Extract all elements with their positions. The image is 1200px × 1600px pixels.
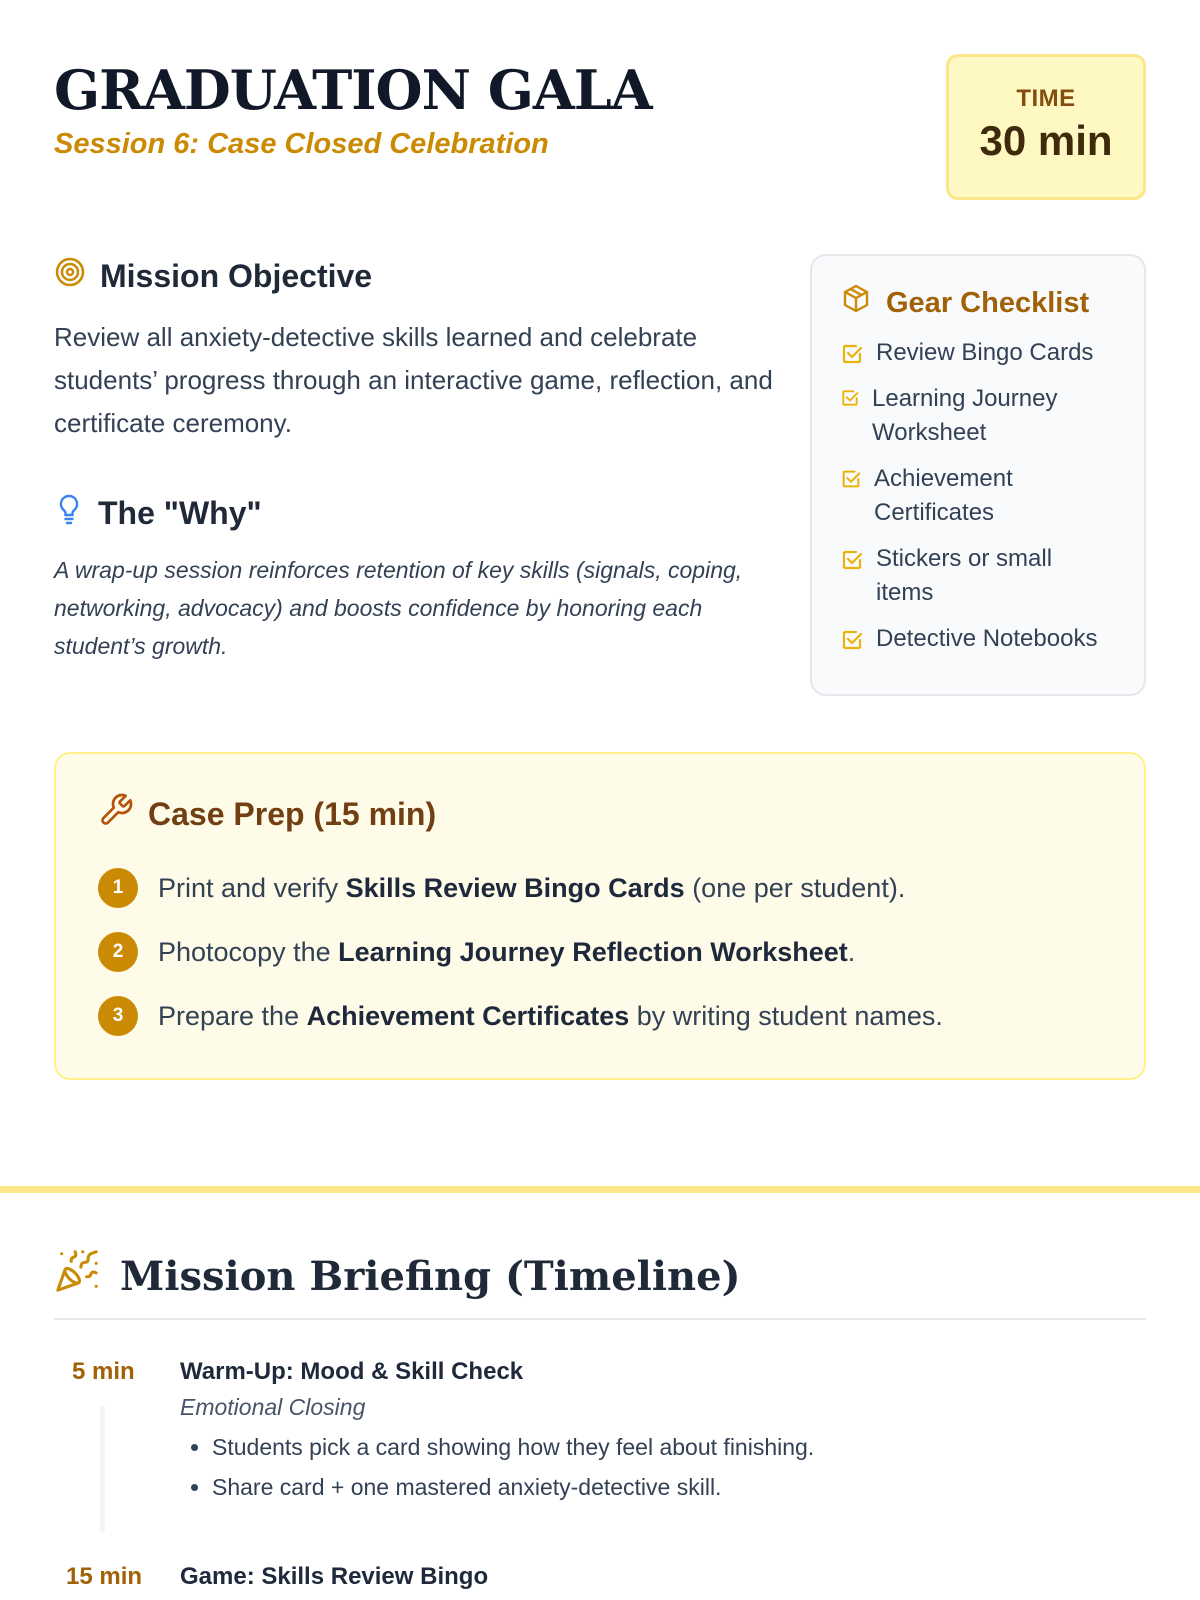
- gear-checklist-heading: [840, 282, 1116, 324]
- section-divider: [0, 1186, 1200, 1193]
- timeline-bullet: • Students pick a card showing how they feel about finishing.: [212, 1427, 1146, 1467]
- briefing-rule: [54, 1318, 1146, 1320]
- timeline-item: [54, 1563, 1146, 1591]
- time-badge: [946, 54, 1146, 200]
- timeline-subtitle: Emotional Closing: [180, 1394, 366, 1420]
- wrench-icon: [98, 792, 134, 836]
- timeline-duration: 15 min: [66, 1563, 143, 1590]
- checkbox-icon: [840, 388, 860, 408]
- page-title: GRADUATION GALA: [54, 58, 652, 122]
- mission-objective-heading: [54, 252, 774, 300]
- lightbulb-icon: [54, 493, 84, 533]
- gear-item: Learning Journey Worksheet: [840, 382, 1116, 450]
- mission-briefing-heading: [54, 1248, 1146, 1304]
- prep-step: 2 Photocopy the Learning Journey Reflection Worksheet.: [98, 920, 1102, 984]
- prep-step: 3 Prepare the Achievement Certificates by writing student names.: [98, 984, 1102, 1048]
- gear-checklist-card: [810, 254, 1146, 696]
- page-header: [54, 54, 1146, 204]
- package-icon: [840, 283, 872, 323]
- gear-item: Review Bingo Cards: [840, 336, 1116, 370]
- gear-item: Detective Notebooks: [840, 622, 1116, 656]
- mission-briefing-section: [54, 1248, 1146, 1591]
- checkbox-icon: [840, 548, 864, 572]
- prep-steps: [98, 856, 1102, 1048]
- timeline-duration: 5 min: [72, 1358, 135, 1385]
- timeline-bullets: [180, 1427, 1146, 1507]
- mission-briefing-title: Mission Briefing (Timeline): [120, 1252, 741, 1300]
- why-section: [54, 489, 774, 665]
- session-subtitle: Session 6: Case Closed Celebration: [54, 128, 549, 160]
- gear-list: [840, 336, 1116, 656]
- case-prep-card: [54, 752, 1146, 1080]
- case-prep-title: Case Prep (15 min): [148, 795, 437, 832]
- prep-step: 1 Print and verify Skills Review Bingo Cards (one per student).: [98, 856, 1102, 920]
- timeline-body: [180, 1563, 1146, 1591]
- checkbox-icon: [840, 628, 864, 652]
- step-number: 2: [98, 932, 138, 972]
- gear-checklist-title: Gear Checklist: [886, 286, 1090, 319]
- timeline-item: [54, 1358, 1146, 1507]
- time-value: 30 min: [979, 117, 1113, 164]
- timeline-title: Warm-Up: Mood & Skill Check: [180, 1358, 524, 1385]
- gear-item: Achievement Certificates: [840, 462, 1116, 530]
- party-popper-icon: [54, 1248, 100, 1304]
- time-label: TIME: [1016, 85, 1076, 112]
- timeline-title: Game: Skills Review Bingo: [180, 1563, 489, 1590]
- why-text: A wrap-up session reinforces retention of key skills (signals, coping, networking, advocacy) and boosts confidence by honoring each student’s growth.: [54, 557, 743, 659]
- timeline-line: [100, 1406, 105, 1532]
- gear-item: Stickers or small items: [840, 542, 1116, 610]
- why-title: The "Why": [98, 494, 262, 531]
- mission-objective-section: [54, 252, 774, 665]
- checkbox-icon: [840, 342, 864, 366]
- mission-objective-title: Mission Objective: [100, 257, 373, 294]
- step-number: 3: [98, 996, 138, 1036]
- checkbox-icon: [840, 468, 862, 490]
- why-heading: [54, 489, 774, 537]
- timeline-body: [180, 1358, 1146, 1507]
- mission-objective-text: Review all anxiety-detective skills learned and celebrate students’ progress through an interactive game, reflection, and certificate ceremony.: [54, 322, 773, 438]
- timeline-bullet: • Share card + one mastered anxiety-detective skill.: [212, 1467, 1146, 1507]
- target-icon: [54, 256, 86, 296]
- case-prep-heading: [98, 790, 1102, 838]
- step-number: 1: [98, 868, 138, 908]
